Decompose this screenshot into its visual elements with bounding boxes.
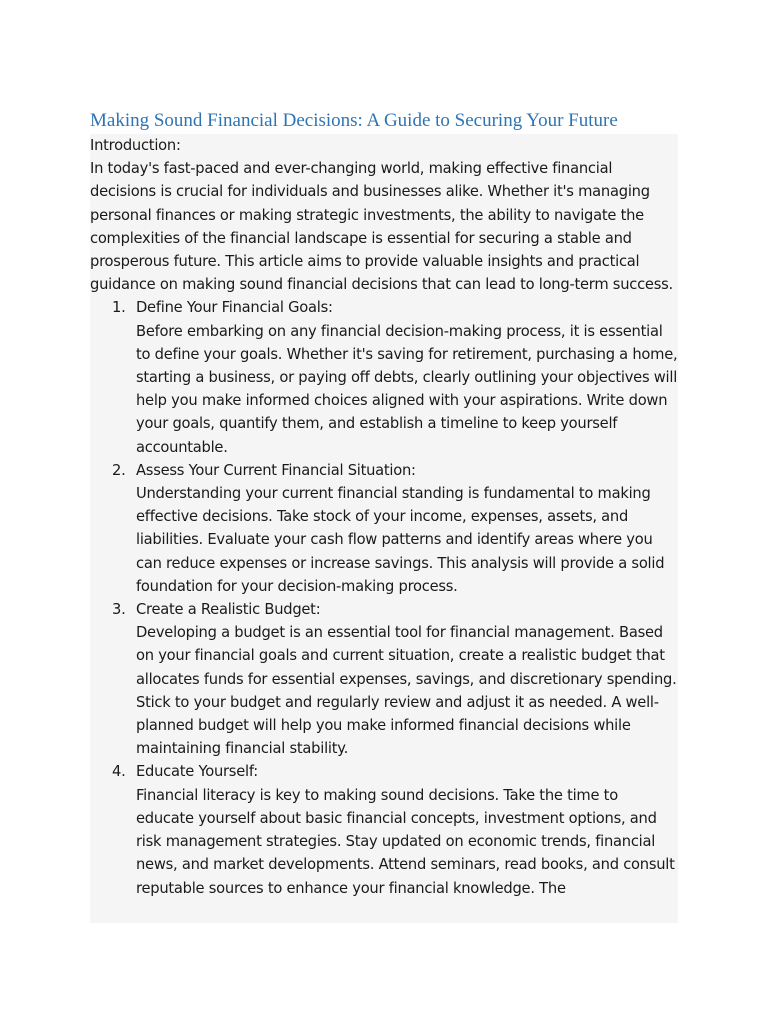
list-item-number: 2. [112, 461, 126, 479]
section-paragraph: Financial literacy is key to making sound decisions. Take the time to educate yourself about basic financial concepts, investment options, and risk management strategies. Stay updated on economic trends, financial news, and market developments. Attend seminars, read books, and consult reputable sources to enhance your financial knowledge. The [136, 786, 675, 897]
section-heading: Create a Realistic Budget: [136, 601, 321, 619]
section-paragraph: Before embarking on any financial decision-making process, it is essential to define your goals. Whether it's saving for retirement, purchasing a home, starting a business, or paying off debts, clearly outlining your objectives will help you make informed choices aligned with your aspirations. Write down your goals, quantify them, and establish a timeline to keep yourself accountable. [136, 322, 678, 456]
section-paragraph: Developing a budget is an essential tool for financial management. Based on your financial goals and current situation, create a realistic budget that allocates funds for essential expenses, savings, and discretionary spending. Stick to your budget and regularly review and adjust it as needed. A well-planned budget will help you make informed financial decisions while maintaining financial stability. [136, 624, 677, 758]
intro-label: Introduction: [90, 137, 181, 154]
document-body [90, 134, 678, 923]
intro-paragraph: In today's fast-paced and ever-changing world, making effective financial decisions is crucial for individuals and businesses alike. Whether it's managing personal finances or making strategic investments, the ability to navigate the complexities of the financial landscape is essential for securing a stable and prosperous future. This article aims to provide valuable insights and practical guidance on making sound financial decisions that can lead to long-term success. [90, 160, 673, 294]
list-item-number: 1. [112, 299, 126, 317]
section-heading: Define Your Financial Goals: [136, 299, 333, 317]
list-item-number: 4. [112, 763, 126, 781]
section-heading: Assess Your Current Financial Situation: [136, 461, 416, 479]
section-heading: Educate Yourself: [136, 763, 258, 781]
list-item [90, 760, 678, 899]
list-item [90, 296, 678, 458]
section-paragraph: Understanding your current financial standing is fundamental to making effective decisions. Take stock of your income, expenses, assets, and liabilities. Evaluate your cash flow patterns and identify areas where you can reduce expenses or increase savings. This analysis will provide a solid foundation for your decision-making process. [136, 485, 665, 595]
list-item-number: 3. [112, 601, 126, 619]
document-title: Making Sound Financial Decisions: A Guide to Securing Your Future [90, 110, 618, 131]
list-item [90, 598, 678, 760]
list-item [90, 459, 678, 598]
section-list [90, 296, 678, 899]
